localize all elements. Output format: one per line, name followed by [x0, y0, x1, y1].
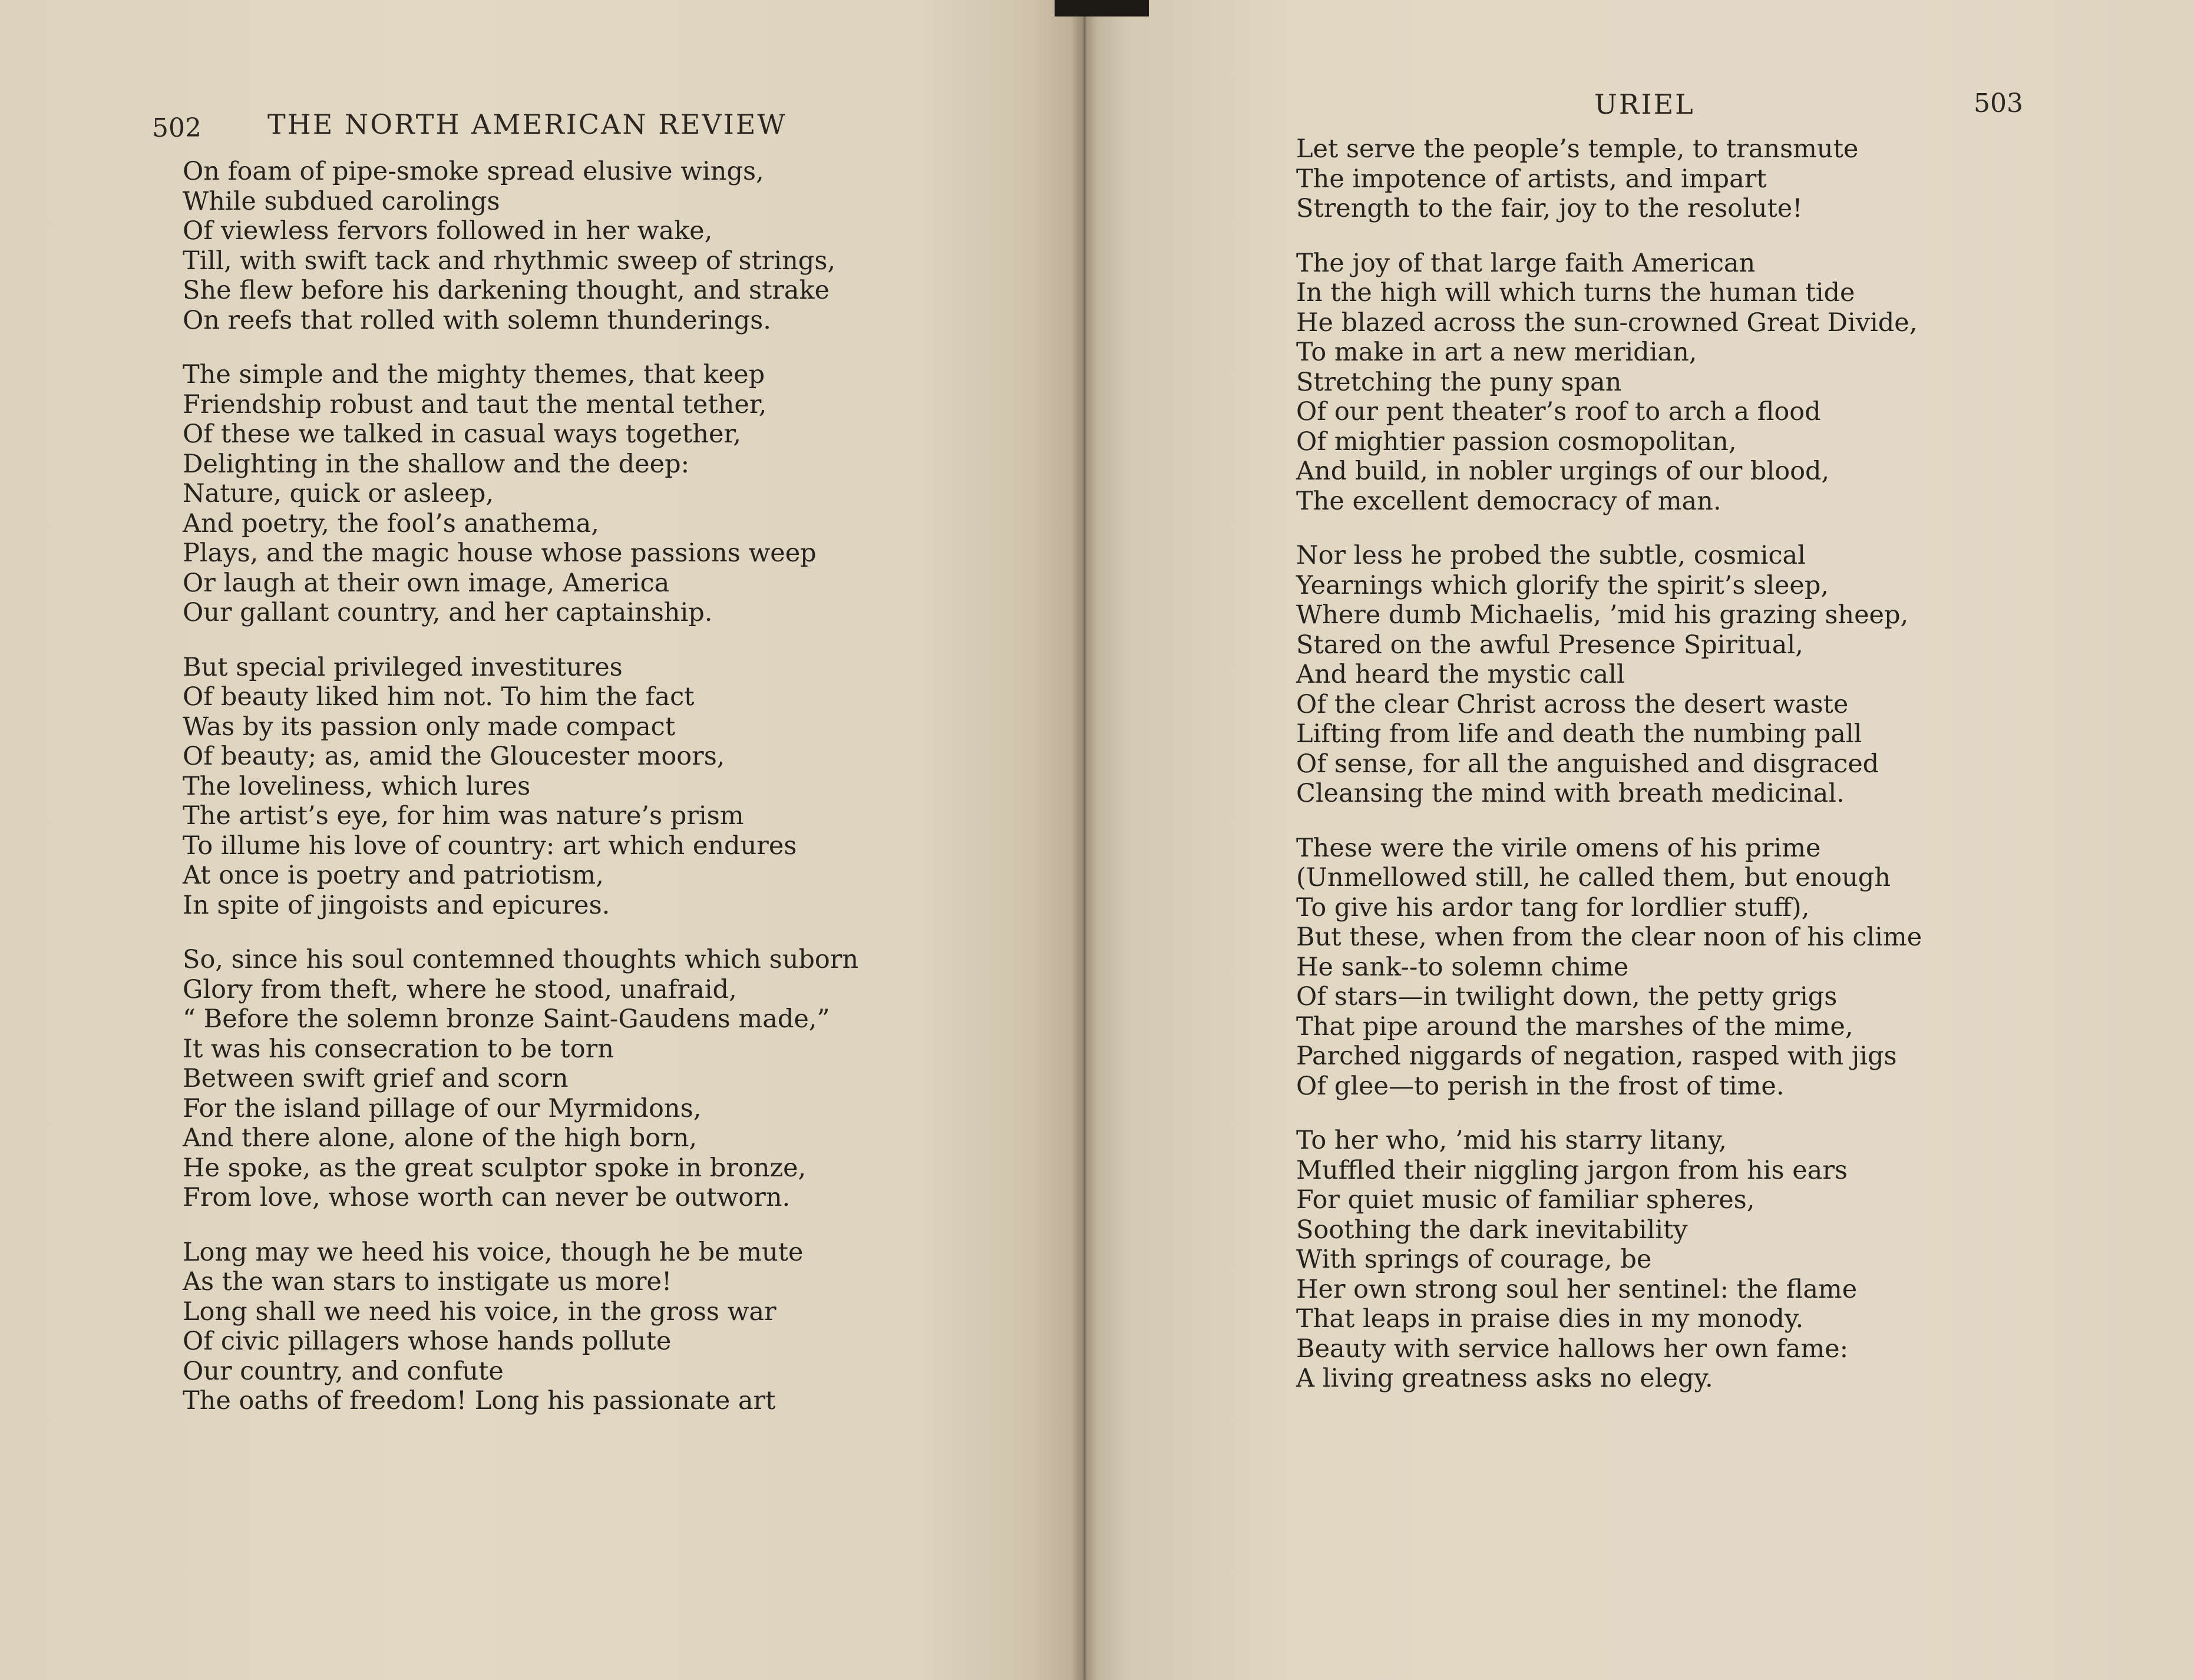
poem-line: And poetry, the fool’s anathema,: [183, 508, 599, 538]
left-running-title: THE NORTH AMERICAN REVIEW: [267, 108, 787, 140]
poem-line: For the island pillage of our Myrmidons,: [183, 1093, 702, 1123]
stanza: [183, 157, 858, 335]
stanza: [1296, 249, 1922, 517]
poem-line: And heard the mystic call: [1296, 660, 1625, 689]
stanza: [183, 1238, 858, 1416]
stanza: [183, 360, 858, 628]
poem-line: A living greatness asks no elegy.: [1296, 1364, 1713, 1393]
poem-line: Parched niggards of negation, rasped with jigs: [1296, 1041, 1897, 1071]
poem-line: Of beauty; as, amid the Gloucester moors,: [183, 742, 725, 771]
poem-line: Her own strong soul her sentinel: the flame: [1296, 1274, 1858, 1304]
poem-line: Was by its passion only made compact: [183, 712, 676, 742]
poem-line: Our country, and confute: [183, 1356, 504, 1386]
poem-line: Of civic pillagers whose hands pollute: [183, 1327, 672, 1356]
poem-line: (Unmellowed still, he called them, but enough: [1296, 863, 1891, 892]
poem-line: Where dumb Michaelis, ’mid his grazing sheep,: [1296, 600, 1909, 630]
poem-line: Yearnings which glorify the spirit’s sleep,: [1296, 570, 1829, 600]
poem-line: Till, with swift tack and rhythmic sweep of strings,: [183, 246, 836, 276]
left-page: [0, 0, 1084, 1680]
poem-line: She flew before his darkening thought, and strake: [183, 276, 830, 305]
poem-line: Lifting from life and death the numbing pall: [1296, 719, 1862, 749]
poem-line: For quiet music of familiar spheres,: [1296, 1185, 1755, 1215]
poem-line: That pipe around the marshes of the mime,: [1296, 1011, 1853, 1041]
right-page: [1084, 0, 2194, 1680]
poem-line: Cleansing the mind with breath medicinal.: [1296, 779, 1845, 808]
poem-line: Or laugh at their own image, America: [183, 568, 670, 598]
poem-line: The loveliness, which lures: [183, 771, 531, 801]
poem-line: On foam of pipe-smoke spread elusive wings,: [183, 157, 764, 186]
poem-line: Of our pent theater’s roof to arch a flood: [1296, 397, 1821, 426]
poem-line: Of the clear Christ across the desert waste: [1296, 689, 1849, 719]
poem-line: Of sense, for all the anguished and disgraced: [1296, 749, 1879, 779]
poem-line: Let serve the people’s temple, to transmute: [1296, 134, 1859, 164]
poem-line: Of these we talked in casual ways together,: [183, 419, 741, 449]
poem-line: The simple and the mighty themes, that keep: [183, 360, 765, 389]
right-page-number: 503: [1974, 88, 2023, 118]
poem-line: Long may we heed his voice, though he be mute: [183, 1237, 804, 1267]
poem-line: Of stars—in twilight down, the petty grigs: [1296, 982, 1838, 1011]
poem-line: Our gallant country, and her captainship.: [183, 598, 713, 627]
stanza: [1296, 541, 1922, 809]
poem-line: The artist’s eye, for him was nature’s prism: [183, 801, 744, 831]
poem-line: Nor less he probed the subtle, cosmical: [1296, 541, 1806, 570]
poem-line: Of viewless fervors followed in her wake,: [183, 216, 713, 246]
poem-line: On reefs that rolled with solemn thunderings.: [183, 305, 771, 335]
poem-line: The joy of that large faith American: [1296, 248, 1756, 278]
poem-line: In the high will which turns the human tide: [1296, 278, 1855, 307]
poem-line: And there alone, alone of the high born,: [183, 1123, 698, 1153]
poem-line: These were the virile omens of his prime: [1296, 833, 1821, 863]
poem-line: To give his ardor tang for lordlier stuff),: [1296, 892, 1810, 922]
poem-line: So, since his soul contemned thoughts which suborn: [183, 945, 859, 974]
stanza: [183, 945, 858, 1213]
poem-line: To illume his love of country: art which endures: [183, 831, 797, 861]
right-poem-column: [1296, 134, 1922, 1418]
left-poem-column: [183, 157, 858, 1441]
binding-shadow: [1055, 0, 1149, 16]
poem-line: Stretching the puny span: [1296, 367, 1622, 397]
poem-line: That leaps in praise dies in my monody.: [1296, 1304, 1804, 1334]
poem-line: And build, in nobler urgings of our blood,: [1296, 457, 1830, 486]
poem-line: The oaths of freedom! Long his passionate art: [183, 1386, 776, 1416]
stanza: [183, 653, 858, 921]
poem-line: Between swift grief and scorn: [183, 1064, 569, 1093]
poem-line: It was his consecration to be torn: [183, 1034, 614, 1064]
stanza: [1296, 1126, 1922, 1394]
poem-line: Soothing the dark inevitability: [1296, 1215, 1688, 1245]
poem-line: Of beauty liked him not. To him the fact: [183, 682, 695, 712]
poem-line: To her who, ’mid his starry litany,: [1296, 1126, 1727, 1155]
poem-line: The excellent democracy of man.: [1296, 486, 1722, 516]
poem-line: The impotence of artists, and impart: [1296, 164, 1767, 194]
right-running-title: URIEL: [1594, 88, 1695, 120]
poem-line: At once is poetry and patriotism,: [183, 861, 604, 890]
poem-line: Long shall we need his voice, in the gross war: [183, 1297, 777, 1327]
poem-line: Muffled their niggling jargon from his ears: [1296, 1155, 1848, 1185]
poem-line: Of mightier passion cosmopolitan,: [1296, 426, 1737, 457]
poem-line: To make in art a new meridian,: [1296, 338, 1697, 367]
poem-line: As the wan stars to instigate us more!: [183, 1267, 672, 1297]
poem-line: While subdued carolings: [183, 186, 500, 216]
poem-line: Friendship robust and taut the mental tether,: [183, 389, 767, 419]
poem-line: Of glee—to perish in the frost of time.: [1296, 1071, 1785, 1101]
poem-line: He spoke, as the great sculptor spoke in bronze,: [183, 1153, 807, 1183]
stanza: [1296, 834, 1922, 1102]
poem-line: From love, whose worth can never be outworn.: [183, 1183, 791, 1212]
stanza: [1296, 134, 1922, 224]
poem-line: He sank--to solemn chime: [1296, 952, 1629, 982]
poem-line: Stared on the awful Presence Spiritual,: [1296, 630, 1803, 660]
poem-line: In spite of jingoists and epicures.: [183, 890, 610, 920]
left-page-number: 502: [152, 113, 201, 143]
poem-line: But special privileged investitures: [183, 652, 623, 682]
poem-line: Strength to the fair, joy to the resolute!: [1296, 194, 1803, 223]
poem-line: Delighting in the shallow and the deep:: [183, 449, 690, 479]
poem-line: Glory from theft, where he stood, unafraid,: [183, 974, 737, 1004]
poem-line: Nature, quick or asleep,: [183, 479, 494, 508]
book-gutter: [1071, 0, 1097, 1680]
poem-line: But these, when from the clear noon of his clime: [1296, 922, 1922, 952]
poem-line: He blazed across the sun-crowned Great Divide,: [1296, 307, 1918, 338]
poem-line: Beauty with service hallows her own fame:: [1296, 1334, 1849, 1364]
poem-line: Plays, and the magic house whose passions weep: [183, 538, 817, 568]
poem-line: “ Before the solemn bronze Saint-Gaudens made,”: [183, 1004, 830, 1034]
poem-line: With springs of courage, be: [1296, 1245, 1652, 1274]
